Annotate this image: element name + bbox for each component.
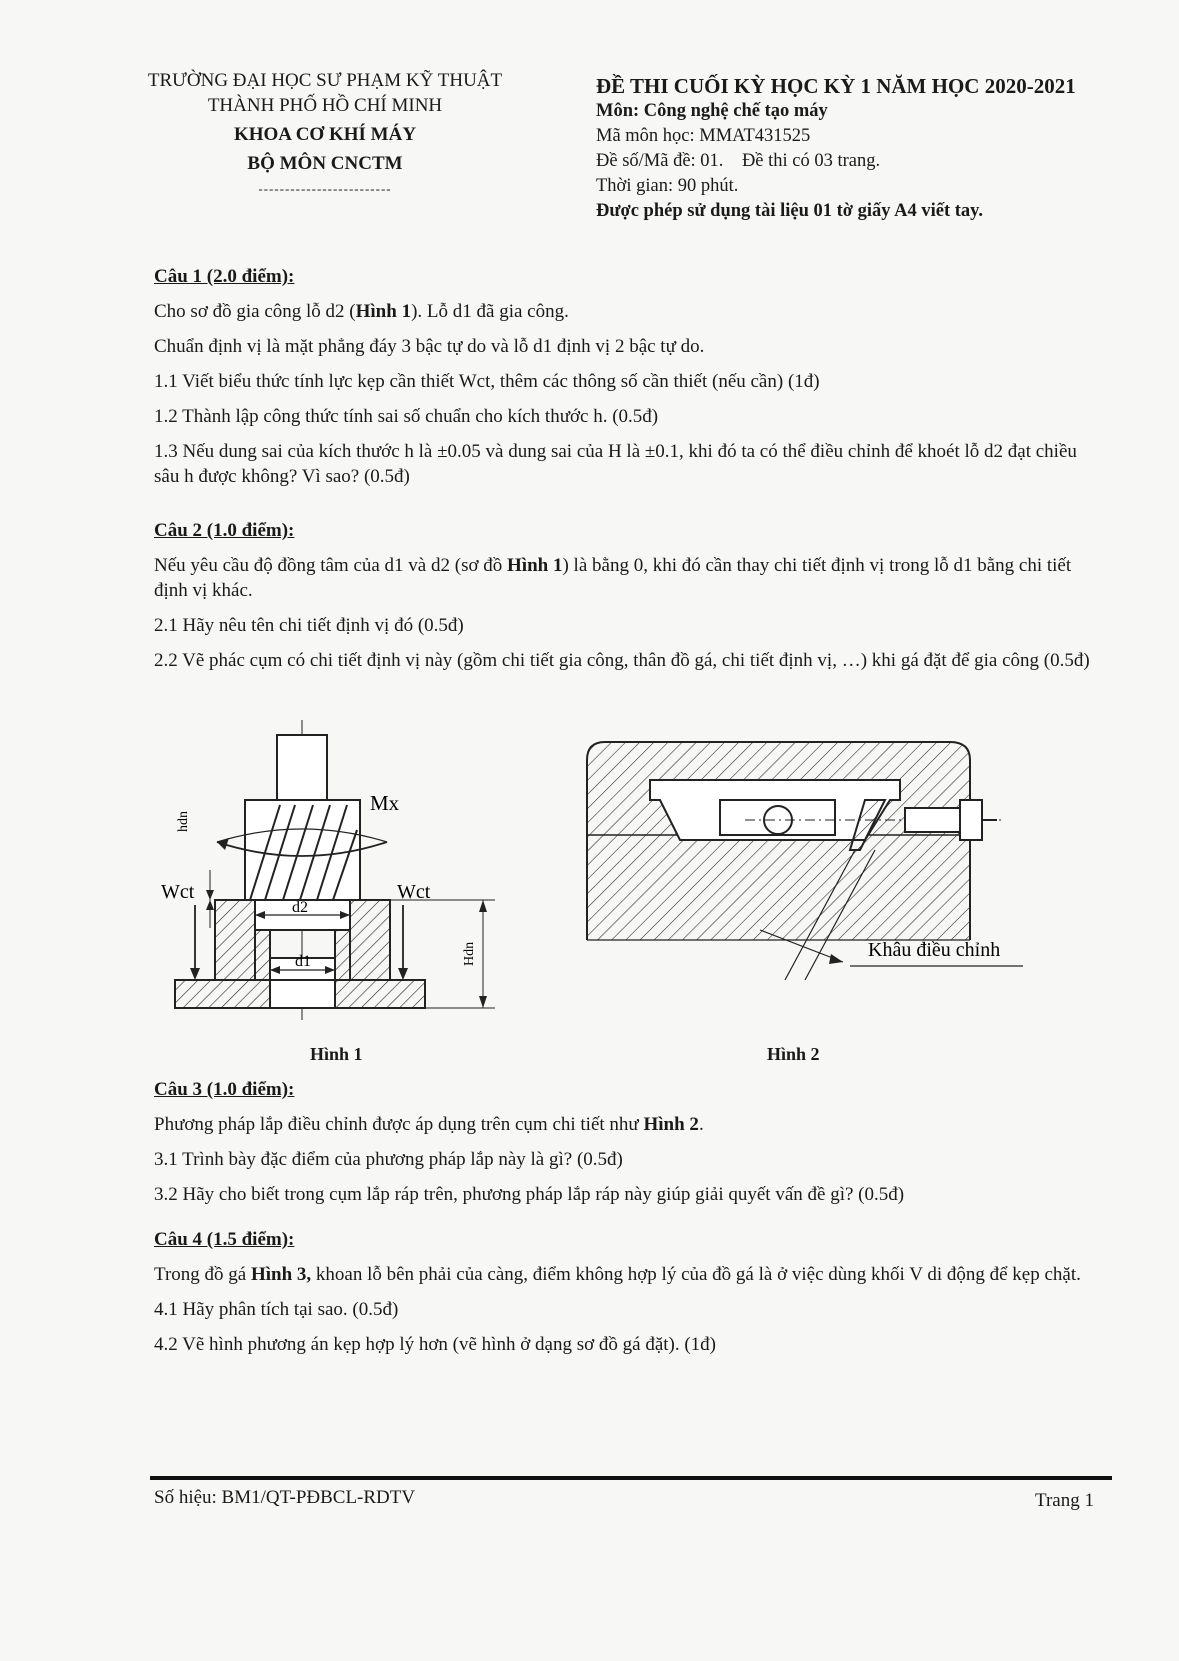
question-4-part-1: 4.1 Hãy phân tích tại sao. (0.5đ) [154,1299,399,1320]
question-1-part-3: 1.3 Nếu dung sai của kích thước h là ±0.05 và dung sai của H là ±0.1, khi đó ta có thể điều chỉnh để khoét lỗ d2 đạt chiều sâu h được không? Vì sao? (0.5đ) [154,441,1077,487]
question-2-heading: Câu 2 (1.0 điểm): [154,520,295,541]
question-1-heading: Câu 1 (2.0 điểm): [154,266,295,287]
fig1-H-label: Hdn [462,941,477,966]
fig1-d1-label: d1 [295,953,311,970]
question-4-part-2: 4.2 Vẽ hình phương án kẹp hợp lý hơn (vẽ hình ở dạng sơ đồ gá đặt). (1đ) [154,1334,717,1355]
question-2-part-1: 2.1 Hãy nêu tên chi tiết định vị đó (0.5đ) [154,615,464,636]
figure-1-drilling-setup [161,720,545,1060]
figure-2-caption: Hình 2 [767,1044,820,1064]
school-header [110,68,540,201]
fig1-d2-label: d2 [292,899,308,916]
header-divider: ------------------------- [258,181,392,196]
question-1-intro: Cho sơ đồ gia công lỗ d2 (Hình 1). Lỗ d1 đã gia công. [154,301,569,322]
school-name-line1: TRƯỜNG ĐẠI HỌC SƯ PHẠM KỸ THUẬT [147,70,503,91]
question-4 [154,1227,1094,1357]
fig1-mx-label: Mx [370,791,400,815]
question-3-heading: Câu 3 (1.0 điểm): [154,1079,295,1100]
question-4-heading: Câu 4 (1.5 điểm): [154,1229,295,1250]
exam-subject: Môn: Công nghệ chế tạo máy [596,101,828,121]
question-1-part-1: 1.1 Viết biểu thức tính lực kẹp cần thiết Wct, thêm các thông số cần thiết (nếu cần) (1đ) [154,371,820,392]
question-3-part-1: 3.1 Trình bày đặc điểm của phương pháp lắp này là gì? (0.5đ) [154,1149,623,1170]
exam-course-code: Mã môn học: MMAT431525 [596,126,811,146]
question-3-intro: Phương pháp lắp điều chỉnh được áp dụng trên cụm chi tiết như Hình 2. [154,1114,704,1135]
footer-page-number: Trang 1 [1035,1490,1094,1511]
question-2-intro: Nếu yêu cầu độ đồng tâm của d1 và d2 (sơ đồ Hình 1) là bằng 0, khi đó cần thay chi tiết định vị trong lỗ d1 bằng chi tiết định vị khác. [154,555,1072,601]
question-1-part-2: 1.2 Thành lập công thức tính sai số chuẩn cho kích thước h. (0.5đ) [154,406,659,427]
department-name: BỘ MÔN CNCTM [247,153,403,174]
question-2 [154,518,1094,673]
exam-materials: Được phép sử dụng tài liệu 01 tờ giấy A4 viết tay. [596,201,984,221]
exam-header [596,74,1156,224]
footer-rule [150,1476,1112,1480]
exam-time: Thời gian: 90 phút. [596,176,739,196]
question-3 [154,1077,1094,1207]
question-3-part-2: 3.2 Hãy cho biết trong cụm lắp ráp trên, phương pháp lắp ráp này giúp giải quyết vấn đề gì? (0.5đ) [154,1184,905,1205]
exam-title: ĐỀ THI CUỐI KỲ HỌC KỲ 1 NĂM HỌC 2020-2021 [596,74,1076,98]
question-2-part-2: 2.2 Vẽ phác cụm có chi tiết định vị này (gồm chi tiết gia công, thân đồ gá, chi tiết định vị, …) khi gá đặt để gia công (0.5đ) [154,650,1090,671]
footer-document-code: Số hiệu: BM1/QT-PĐBCL-RDTV [154,1487,416,1508]
faculty-name: KHOA CƠ KHÍ MÁY [233,124,417,145]
exam-number: Đề số/Mã đề: 01. Đề thi có 03 trang. [596,151,881,171]
question-1 [154,264,1094,489]
fig2-adjustment-link-label: Khâu điều chỉnh [868,939,1001,961]
fig1-wct-right-label: Wct [397,881,431,903]
question-1-datum: Chuẩn định vị là mặt phẳng đáy 3 bậc tự do và lỗ d1 định vị 2 bậc tự do. [154,336,705,357]
figure-1-caption: Hình 1 [310,1044,363,1064]
question-4-intro: Trong đồ gá Hình 3, khoan lỗ bên phải của càng, điểm không hợp lý của đồ gá là ở việc dùng khối V di động để kẹp chặt. [154,1264,1081,1285]
fig1-h-label: hdn [176,811,191,832]
figure-2-adjustment-assembly [585,740,1025,1030]
school-name-line2: THÀNH PHỐ HỒ CHÍ MINH [207,95,443,116]
fig1-wct-left-label: Wct [161,881,195,903]
